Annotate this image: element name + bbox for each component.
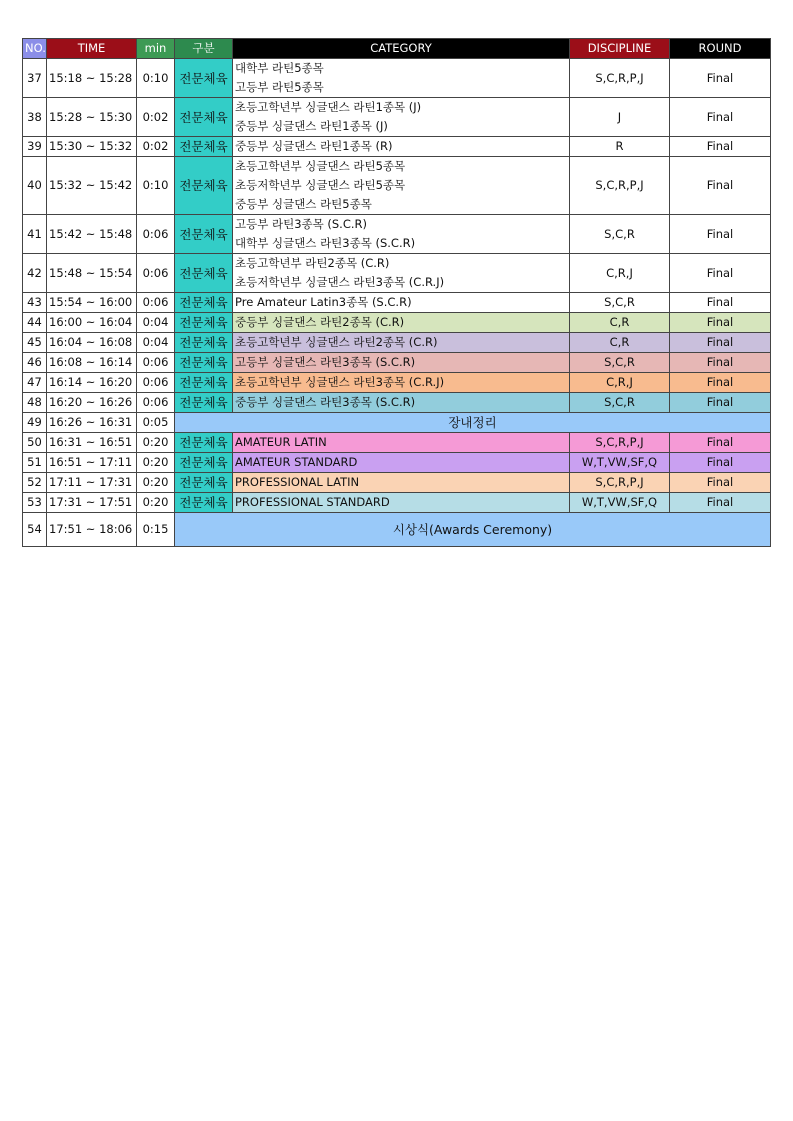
row-round: Final [670,313,771,333]
row-number: 38 [23,98,47,137]
row-duration: 0:04 [137,333,175,353]
category-line: 초등고학년부 라틴2종목 (C.R) [235,256,390,270]
row-discipline: C,R [570,333,670,353]
row-time: 16:26 ~ 16:31 [47,413,137,433]
table-row [23,157,771,215]
table-row [23,513,771,547]
category-line: 고등부 싱글댄스 라틴3종목 (S.C.R) [235,355,416,369]
header-discipline: DISCIPLINE [570,39,670,59]
row-number: 44 [23,313,47,333]
row-division: 전문체육 [175,137,233,157]
table-row [23,98,771,137]
category-line: 초등고학년부 싱글댄스 라틴1종목 (J) [235,100,422,114]
row-number: 54 [23,513,47,547]
row-duration: 0:02 [137,137,175,157]
header-row [23,39,771,59]
table-row [23,313,771,333]
row-duration: 0:06 [137,353,175,373]
category-line: 초등고학년부 싱글댄스 라틴2종목 (C.R) [235,335,438,349]
row-duration: 0:20 [137,433,175,453]
table-row [23,433,771,453]
row-discipline: S,C,R,P,J [570,59,670,98]
row-time: 16:31 ~ 16:51 [47,433,137,453]
table-row [23,493,771,513]
table-row [23,254,771,293]
header-no: NO. [23,39,47,59]
row-category [233,373,570,393]
row-time: 15:28 ~ 15:30 [47,98,137,137]
table-row [23,333,771,353]
row-division: 전문체육 [175,453,233,473]
row-category [233,137,570,157]
row-number: 39 [23,137,47,157]
table-row [23,215,771,254]
table-row [23,137,771,157]
row-category [233,254,570,293]
row-number: 46 [23,353,47,373]
row-category [233,215,570,254]
row-discipline: S,C,R [570,393,670,413]
row-division: 전문체육 [175,254,233,293]
row-discipline: S,C,R [570,215,670,254]
row-duration: 0:10 [137,157,175,215]
category-line: 중등부 싱글댄스 라틴3종목 (S.C.R) [235,395,416,409]
row-duration: 0:05 [137,413,175,433]
row-time: 16:20 ~ 16:26 [47,393,137,413]
row-division: 전문체육 [175,353,233,373]
row-number: 43 [23,293,47,313]
row-round: Final [670,98,771,137]
row-round: Final [670,393,771,413]
row-time: 15:32 ~ 15:42 [47,157,137,215]
row-discipline: S,C,R,P,J [570,157,670,215]
table-row [23,59,771,98]
category-line: 중등부 싱글댄스 라틴1종목 (J) [235,119,388,133]
row-time: 15:30 ~ 15:32 [47,137,137,157]
row-division: 전문체육 [175,433,233,453]
row-discipline: S,C,R,P,J [570,433,670,453]
category-line: 초등고학년부 싱글댄스 라틴5종목 [235,159,406,173]
row-duration: 0:15 [137,513,175,547]
category-line: 대학부 라틴5종목 [235,61,324,75]
header-min: min [137,39,175,59]
header-division: 구분 [175,39,233,59]
row-division: 전문체육 [175,98,233,137]
row-number: 42 [23,254,47,293]
row-duration: 0:06 [137,373,175,393]
row-time: 17:31 ~ 17:51 [47,493,137,513]
row-time: 15:54 ~ 16:00 [47,293,137,313]
row-number: 53 [23,493,47,513]
row-duration: 0:20 [137,453,175,473]
row-division: 전문체육 [175,59,233,98]
row-round: Final [670,215,771,254]
row-category [233,393,570,413]
row-division: 전문체육 [175,157,233,215]
row-category [233,353,570,373]
row-duration: 0:20 [137,493,175,513]
row-duration: 0:10 [137,59,175,98]
row-round: Final [670,473,771,493]
category-line: 중등부 싱글댄스 라틴1종목 (R) [235,139,393,153]
category-line: 대학부 싱글댄스 라틴3종목 (S.C.R) [235,236,416,250]
row-number: 40 [23,157,47,215]
row-round: Final [670,373,771,393]
header-time: TIME [47,39,137,59]
category-line: 중등부 싱글댄스 라틴5종목 [235,197,372,211]
row-duration: 0:02 [137,98,175,137]
row-discipline: W,T,VW,SF,Q [570,453,670,473]
row-duration: 0:06 [137,254,175,293]
table-row [23,393,771,413]
row-division: 전문체육 [175,293,233,313]
row-round: Final [670,59,771,98]
row-round: Final [670,433,771,453]
category-line: 초등저학년부 싱글댄스 라틴5종목 [235,178,406,192]
row-number: 41 [23,215,47,254]
header-category: CATEGORY [233,39,570,59]
row-round: Final [670,254,771,293]
row-number: 48 [23,393,47,413]
table-row [23,353,771,373]
row-merged-label: 시상식(Awards Ceremony) [175,513,771,547]
row-time: 15:48 ~ 15:54 [47,254,137,293]
category-line: 고등부 라틴3종목 (S.C.R) [235,217,367,231]
row-category [233,98,570,137]
row-category [233,473,570,493]
row-category [233,493,570,513]
category-line: 초등저학년부 싱글댄스 라틴3종목 (C.R.J) [235,275,445,289]
row-time: 15:42 ~ 15:48 [47,215,137,254]
row-round: Final [670,453,771,473]
row-duration: 0:06 [137,393,175,413]
row-discipline: C,R [570,313,670,333]
row-category [233,157,570,215]
table-row [23,453,771,473]
row-round: Final [670,137,771,157]
row-category [233,293,570,313]
category-line: 중등부 싱글댄스 라틴2종목 (C.R) [235,315,405,329]
row-discipline: C,R,J [570,254,670,293]
row-division: 전문체육 [175,493,233,513]
table-row [23,473,771,493]
category-line: Pre Amateur Latin3종목 (S.C.R) [235,295,412,309]
header-round: ROUND [670,39,771,59]
category-line: 고등부 라틴5종목 [235,80,324,94]
category-line: AMATEUR LATIN [235,435,327,449]
row-number: 51 [23,453,47,473]
category-line: PROFESSIONAL STANDARD [235,495,390,509]
row-time: 16:04 ~ 16:08 [47,333,137,353]
row-time: 15:18 ~ 15:28 [47,59,137,98]
table-row [23,373,771,393]
row-round: Final [670,293,771,313]
row-category [233,59,570,98]
row-duration: 0:06 [137,293,175,313]
row-time: 16:00 ~ 16:04 [47,313,137,333]
row-division: 전문체육 [175,333,233,353]
category-line: 초등고학년부 싱글댄스 라틴3종목 (C.R.J) [235,375,445,389]
row-time: 16:14 ~ 16:20 [47,373,137,393]
row-division: 전문체육 [175,373,233,393]
row-discipline: S,C,R,P,J [570,473,670,493]
row-discipline: R [570,137,670,157]
row-duration: 0:06 [137,215,175,254]
row-number: 50 [23,433,47,453]
row-duration: 0:04 [137,313,175,333]
row-round: Final [670,157,771,215]
row-number: 52 [23,473,47,493]
row-time: 16:51 ~ 17:11 [47,453,137,473]
row-category [233,313,570,333]
row-number: 37 [23,59,47,98]
row-merged-label: 장내정리 [175,413,771,433]
row-discipline: J [570,98,670,137]
row-time: 17:11 ~ 17:31 [47,473,137,493]
row-category [233,333,570,353]
category-line: PROFESSIONAL LATIN [235,475,360,489]
row-round: Final [670,353,771,373]
row-discipline: C,R,J [570,373,670,393]
row-category [233,433,570,453]
row-discipline: S,C,R [570,353,670,373]
row-time: 16:08 ~ 16:14 [47,353,137,373]
row-division: 전문체육 [175,393,233,413]
category-line: AMATEUR STANDARD [235,455,358,469]
row-round: Final [670,333,771,353]
row-category [233,453,570,473]
row-division: 전문체육 [175,215,233,254]
row-number: 49 [23,413,47,433]
schedule-table [22,38,771,547]
row-duration: 0:20 [137,473,175,493]
row-division: 전문체육 [175,473,233,493]
row-number: 45 [23,333,47,353]
row-discipline: W,T,VW,SF,Q [570,493,670,513]
row-round: Final [670,493,771,513]
row-number: 47 [23,373,47,393]
schedule-body [23,59,771,547]
table-row [23,293,771,313]
row-division: 전문체육 [175,313,233,333]
row-discipline: S,C,R [570,293,670,313]
row-time: 17:51 ~ 18:06 [47,513,137,547]
table-row [23,413,771,433]
